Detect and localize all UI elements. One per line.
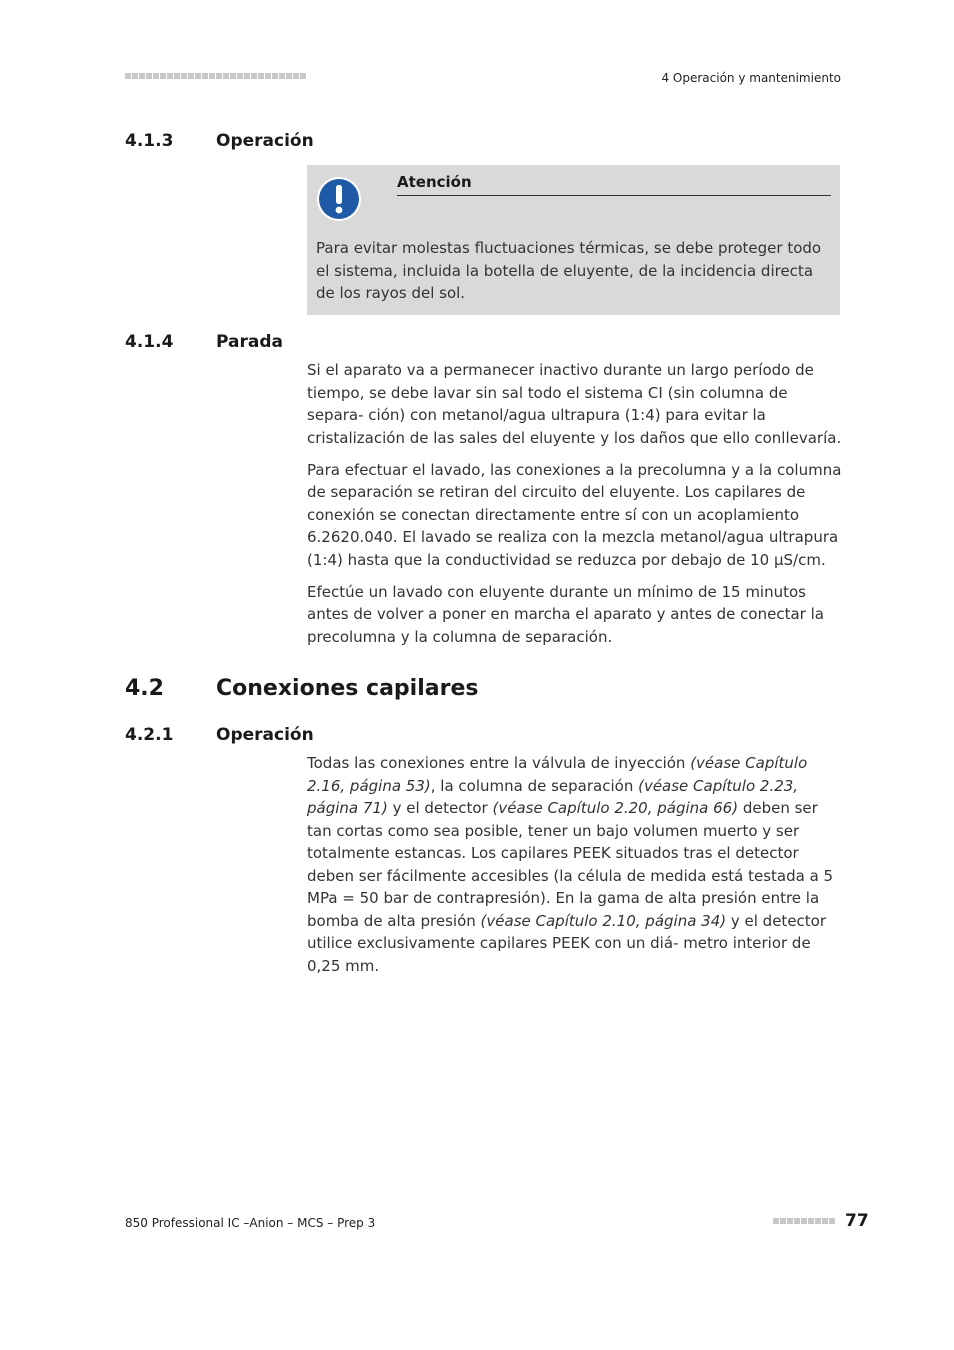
decorative-square xyxy=(258,73,264,79)
section-heading-4-2 xyxy=(125,676,625,706)
cross-reference-link[interactable]: (véase Capítulo 2.23, página 71) xyxy=(307,776,799,817)
section-4-2-1-body xyxy=(307,752,843,987)
footer-decoration xyxy=(773,1218,835,1224)
exclamation-icon xyxy=(316,176,362,222)
decorative-square xyxy=(153,73,159,79)
page-number: 77 xyxy=(845,1211,869,1231)
section-number: 4.1.4 xyxy=(125,332,174,352)
cross-reference-link[interactable]: (véase Capítulo 2.10, página 34) xyxy=(480,911,727,930)
decorative-square xyxy=(139,73,145,79)
section-heading-4-1-3 xyxy=(125,131,525,155)
text-run: deben ser tan cortas como sea posible, tener un bajo volumen muerto y ser totalmente estancas. Los capilares PEEK situados tras el detector deben ser fácilmente accesibles (la célula de medida está testada a 5 MPa = 50 bar de contrapresión). En la gama de alta presión entre la bomba de alta presión xyxy=(307,799,834,930)
decorative-square xyxy=(251,73,257,79)
section-title: Conexiones capilares xyxy=(216,676,479,701)
decorative-square xyxy=(223,73,229,79)
decorative-square xyxy=(132,73,138,79)
decorative-square xyxy=(237,73,243,79)
decorative-square xyxy=(216,73,222,79)
section-title: Parada xyxy=(216,332,283,352)
decorative-square xyxy=(167,73,173,79)
decorative-square xyxy=(808,1218,814,1224)
decorative-square xyxy=(279,73,285,79)
note-divider xyxy=(397,195,831,196)
section-title: Operación xyxy=(216,725,314,745)
cross-reference-link[interactable]: (véase Capítulo 2.20, página 66) xyxy=(492,799,739,817)
header-decoration xyxy=(125,73,306,79)
decorative-square xyxy=(780,1218,786,1224)
decorative-square xyxy=(160,73,166,79)
decorative-square xyxy=(174,73,180,79)
decorative-square xyxy=(146,73,152,79)
decorative-square xyxy=(195,73,201,79)
text-run: y el detector utilice exclusivamente capilares PEEK con un diá- metro interior de 0,25 mm. xyxy=(307,911,827,975)
decorative-square xyxy=(272,73,278,79)
section-number: 4.2.1 xyxy=(125,725,174,745)
decorative-square xyxy=(815,1218,821,1224)
footer-document-title: 850 Professional IC –Anion – MCS – Prep 3 xyxy=(125,1216,376,1230)
note-title: Atención xyxy=(397,173,472,191)
paragraph: Para efectuar el lavado, las conexiones a la precolumna y a la columna de separación se retiran del circuito del eluyente. Los capilares de conexión se conectan directamente entre sí con un acoplamiento 6.2620.040. El lavado se realiza con la mezcla metanol/agua ultrapura (1:4) hasta que la conductividad se reduzca por debajo de 10 µS/cm. xyxy=(307,460,842,569)
section-title: Operación xyxy=(216,131,314,151)
running-title: 4 Operación y mantenimiento xyxy=(661,71,841,85)
decorative-square xyxy=(794,1218,800,1224)
decorative-square xyxy=(230,73,236,79)
decorative-square xyxy=(773,1218,779,1224)
section-4-1-4-body xyxy=(307,359,843,658)
text-run: Todas las conexiones entre la válvula de inyección xyxy=(307,754,691,772)
section-heading-4-1-4 xyxy=(125,332,525,356)
note-text: Para evitar molestas fluctuaciones térmicas, se debe proteger todo el sistema, incluida la botella de eluyente, de la incidencia directa de los rayos del sol. xyxy=(316,239,822,302)
decorative-square xyxy=(244,73,250,79)
attention-note xyxy=(307,165,840,315)
decorative-square xyxy=(265,73,271,79)
paragraph: Si el aparato va a permanecer inactivo durante un largo período de tiempo, se debe lavar sin sal todo el sistema CI (sin columna de separa- ción) con metanol/agua ultrapura (1:4) para evitar la cristalización de las sales del eluyente y los daños que ello conllevaría. xyxy=(307,361,842,447)
text-run: y el detector xyxy=(387,799,493,817)
decorative-square xyxy=(787,1218,793,1224)
decorative-square xyxy=(202,73,208,79)
decorative-square xyxy=(829,1218,835,1224)
section-number: 4.1.3 xyxy=(125,131,174,151)
decorative-square xyxy=(293,73,299,79)
decorative-square xyxy=(300,73,306,79)
decorative-square xyxy=(209,73,215,79)
section-number: 4.2 xyxy=(125,676,164,701)
text-run: , la columna de separación xyxy=(430,776,639,795)
decorative-square xyxy=(125,73,131,79)
decorative-square xyxy=(181,73,187,79)
paragraph: Efectúe un lavado con eluyente durante un mínimo de 15 minutos antes de volver a poner en marcha el aparato y antes de conectar la precolumna y la columna de separación. xyxy=(307,582,824,646)
decorative-square xyxy=(801,1218,807,1224)
decorative-square xyxy=(188,73,194,79)
decorative-square xyxy=(286,73,292,79)
paragraph xyxy=(307,752,843,977)
decorative-square xyxy=(822,1218,828,1224)
cross-reference-link[interactable]: (véase Capítulo 2.16, página 53) xyxy=(307,754,808,795)
section-heading-4-2-1 xyxy=(125,725,525,749)
